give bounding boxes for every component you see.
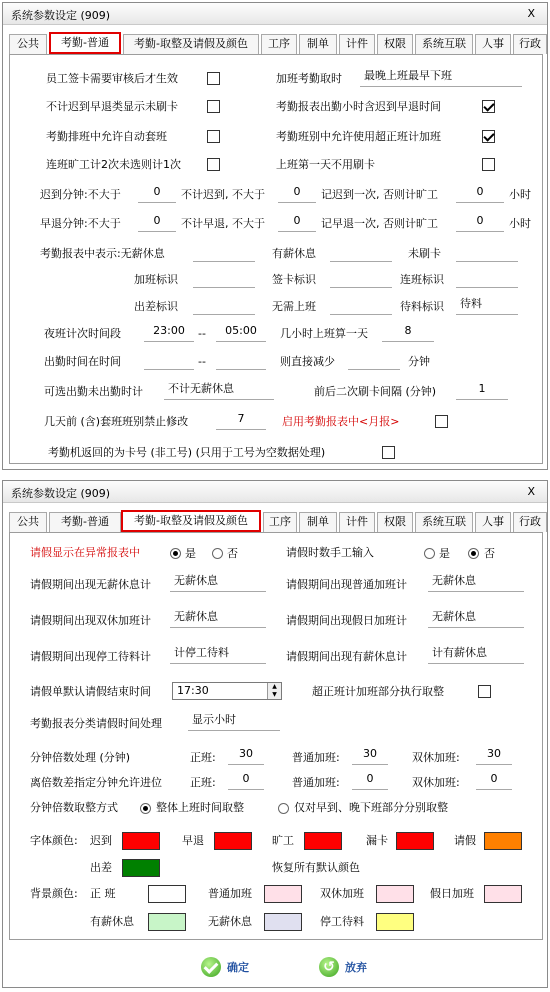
- optional-label: 可选出勤未出勤时计: [44, 385, 143, 398]
- leave-exception-no-radio[interactable]: [212, 548, 223, 559]
- tab-admin[interactable]: 行政: [513, 512, 547, 532]
- tab-attendance-rounding[interactable]: 考勤-取整及请假及颜色: [123, 34, 259, 54]
- tab-interconnect[interactable]: 系统互联: [415, 34, 473, 54]
- tab-public[interactable]: 公共: [9, 34, 47, 54]
- sign-mark-label: 签卡标识: [272, 273, 316, 286]
- card-no-checkbox[interactable]: [382, 446, 395, 459]
- manual-leave-yes-radio[interactable]: [424, 548, 435, 559]
- tab-permission[interactable]: 权限: [377, 512, 413, 532]
- tab-permission[interactable]: 权限: [377, 34, 413, 54]
- tab-attendance-general[interactable]: 考勤-普通: [49, 32, 121, 54]
- carry-normal-label: 正班:: [190, 776, 216, 789]
- monthly-report-label: 启用考勤报表中<月报>: [282, 415, 400, 428]
- ot-mark-input[interactable]: [193, 268, 255, 288]
- attend-time-label: 出勤时间在时间: [44, 355, 121, 368]
- tab-piecework[interactable]: 计件: [339, 34, 375, 54]
- leave-color-swatch[interactable]: [484, 832, 522, 850]
- late-mid-label: 不计迟到, 不大于: [181, 188, 265, 201]
- early-count-label: 记早退一次, 否则计旷工: [321, 217, 438, 230]
- tab-order[interactable]: 制单: [299, 34, 337, 54]
- holiday-bg-label: 假日加班: [430, 887, 474, 900]
- absent-color-label: 旷工: [272, 834, 294, 847]
- super-shift-checkbox[interactable]: [482, 130, 495, 143]
- late-label: 迟到分钟:不大于: [40, 188, 121, 201]
- miss-color-label: 漏卡: [366, 834, 388, 847]
- no-work-input[interactable]: [330, 295, 392, 315]
- ot-time-select[interactable]: 最晚上班最早下班: [360, 67, 522, 87]
- night-from-input[interactable]: 23:00: [144, 322, 194, 342]
- unpaid-rest-input[interactable]: [193, 242, 255, 262]
- report-leave-time-label: 考勤报表分类请假时间处理: [30, 717, 162, 730]
- double-absent-checkbox[interactable]: [207, 158, 220, 171]
- carry-normal-input[interactable]: 0: [228, 770, 264, 790]
- tab-attendance-general[interactable]: 考勤-普通: [49, 512, 121, 532]
- leave-paid-rest-label: 请假期间出现有薪休息计: [286, 650, 407, 663]
- leave-holiday-ot-select[interactable]: 无薪休息: [428, 608, 524, 628]
- ot-mark-label: 加班标识: [134, 273, 178, 286]
- stop-bg-label: 停工待料: [320, 915, 364, 928]
- manual-leave-no-radio[interactable]: [468, 548, 479, 559]
- mm-weekend-label: 双休加班:: [412, 751, 460, 764]
- leave-stop-work-select[interactable]: 计停工待料: [170, 644, 266, 664]
- carry-label: 离倍数差指定分钟允许进位: [30, 776, 162, 789]
- normal-bg-swatch[interactable]: [148, 885, 186, 903]
- trip-color-swatch[interactable]: [122, 859, 160, 877]
- mm-weekend-input[interactable]: 30: [476, 745, 512, 765]
- undo-icon: ↺: [319, 957, 339, 977]
- tab-attendance-rounding[interactable]: 考勤-取整及请假及颜色: [121, 510, 261, 532]
- round-partial-radio[interactable]: [278, 803, 289, 814]
- super-shift-label: 考勤班别中允许使用超正班计加班: [276, 130, 441, 143]
- leave-end-time-input[interactable]: [172, 682, 282, 700]
- attend-to-input[interactable]: [216, 350, 266, 370]
- mm-ot-input[interactable]: 30: [352, 745, 388, 765]
- leave-exception-no-label: 否: [227, 547, 238, 560]
- cont-mark-input[interactable]: [456, 268, 518, 288]
- interval-input[interactable]: 1: [456, 380, 508, 400]
- early-hours-input[interactable]: 0: [456, 212, 504, 232]
- super-shift-round-label: 超正班计加班部分执行取整: [312, 685, 444, 698]
- sign-approve-checkbox[interactable]: [207, 72, 220, 85]
- paid-bg-label: 有薪休息: [90, 915, 134, 928]
- paid-bg-swatch[interactable]: [148, 913, 186, 931]
- dialog-attendance-general: [2, 2, 548, 470]
- late-unit-label: 小时: [509, 188, 531, 201]
- no-swipe-input[interactable]: [456, 242, 518, 262]
- window-title: 系统参数设定 (909): [11, 487, 111, 500]
- leave-exception-yes-radio[interactable]: [170, 548, 181, 559]
- leave-end-time-value: 17:30: [177, 684, 209, 697]
- tab-interconnect[interactable]: 系统互联: [415, 512, 473, 532]
- normal-bg-label: 正 班: [90, 887, 116, 900]
- close-button[interactable]: X: [527, 7, 535, 20]
- monthly-report-checkbox[interactable]: [435, 415, 448, 428]
- leave-in-exception-label: 请假显示在异常报表中: [30, 546, 140, 559]
- tab-hr[interactable]: 人事: [475, 512, 511, 532]
- weekend-bg-swatch[interactable]: [376, 885, 414, 903]
- leave-normal-ot-label: 请假期间出现普通加班计: [286, 578, 407, 591]
- leave-unpaid-rest-select[interactable]: 无薪休息: [170, 572, 266, 592]
- super-shift-round-checkbox[interactable]: [478, 685, 491, 698]
- leave-exception-yes-label: 是: [185, 547, 196, 560]
- first-day-checkbox[interactable]: [482, 158, 495, 171]
- tab-process[interactable]: 工序: [261, 34, 297, 54]
- tab-process[interactable]: 工序: [263, 512, 297, 532]
- sign-approve-label: 员工签卡需要审核后才生效: [46, 72, 178, 85]
- trip-mark-label: 出差标识: [134, 300, 178, 313]
- early-mid-label: 不计早退, 不大于: [181, 217, 265, 230]
- stop-bg-swatch[interactable]: [376, 913, 414, 931]
- day-hours-input[interactable]: 8: [382, 322, 434, 342]
- mm-ot-label: 普通加班:: [292, 751, 340, 764]
- reset-colors-link[interactable]: 恢复所有默认颜色: [272, 861, 360, 874]
- spin-down-icon[interactable]: ▼: [267, 691, 281, 699]
- wait-mark-label: 待料标识: [400, 300, 444, 313]
- tab-hr[interactable]: 人事: [475, 34, 511, 54]
- ok-button[interactable]: [201, 955, 249, 979]
- early-color-swatch[interactable]: [214, 832, 252, 850]
- spin-up-icon[interactable]: ▲: [267, 683, 281, 691]
- lock-days-input[interactable]: 7: [216, 410, 266, 430]
- mm-normal-label: 正班:: [190, 751, 216, 764]
- tab-panel: [9, 532, 543, 940]
- no-swipe-label: 未刷卡: [408, 247, 441, 260]
- attend-dash: --: [198, 355, 206, 368]
- leave-color-label: 请假: [454, 834, 476, 847]
- tab-panel: [9, 54, 543, 464]
- late-count-label: 记迟到一次, 否则计旷工: [321, 188, 438, 201]
- ok-button-label: 确定: [227, 961, 249, 974]
- tab-public[interactable]: 公共: [9, 512, 47, 532]
- early-label: 早退分钟:不大于: [40, 217, 121, 230]
- early-unit-label: 小时: [509, 217, 531, 230]
- leave-stop-work-label: 请假期间出现停工待料计: [30, 650, 151, 663]
- ot-bg-label: 普通加班: [208, 887, 252, 900]
- no-late-checkbox[interactable]: [207, 100, 220, 113]
- early-min1-input[interactable]: 0: [138, 212, 176, 232]
- minute-multiple-label: 分钟倍数处理 (分钟): [30, 751, 131, 764]
- manual-leave-yes-label: 是: [439, 547, 450, 560]
- report-hours-checkbox[interactable]: [482, 100, 495, 113]
- carry-ot-label: 普通加班:: [292, 776, 340, 789]
- early-color-label: 早退: [182, 834, 204, 847]
- optional-select[interactable]: 不计无薪休息: [164, 380, 274, 400]
- title-bar: [3, 3, 547, 25]
- tab-piecework[interactable]: 计件: [339, 512, 375, 532]
- unpaid-bg-swatch[interactable]: [264, 913, 302, 931]
- ot-time-label: 加班考勤取时: [276, 72, 342, 85]
- leave-paid-rest-select[interactable]: 计有薪休息: [428, 644, 524, 664]
- night-to-input[interactable]: 05:00: [216, 322, 266, 342]
- sign-mark-input[interactable]: [330, 268, 392, 288]
- paid-rest-input[interactable]: [330, 242, 392, 262]
- leave-end-time-label: 请假单默认请假结束时间: [30, 685, 151, 698]
- window-title: 系统参数设定 (909): [11, 9, 111, 22]
- early-min2-input[interactable]: 0: [278, 212, 316, 232]
- cancel-button-label: 放弃: [345, 961, 367, 974]
- night-label: 夜班计次时间段: [44, 327, 121, 340]
- trip-color-label: 出差: [90, 861, 112, 874]
- leave-normal-ot-select[interactable]: 无薪休息: [428, 572, 524, 592]
- reduce-label: 则直接减少: [280, 355, 335, 368]
- reduce-input[interactable]: [348, 350, 400, 370]
- leave-weekend-ot-label: 请假期间出现双休加班计: [30, 614, 151, 627]
- auto-shift-checkbox[interactable]: [207, 130, 220, 143]
- late-min2-input[interactable]: 0: [278, 183, 316, 203]
- font-color-label: 字体颜色:: [30, 834, 78, 847]
- round-whole-radio[interactable]: [140, 803, 151, 814]
- cancel-button[interactable]: [319, 955, 367, 979]
- rounding-mode-label: 分钟倍数取整方式: [30, 801, 118, 814]
- round-whole-label: 整体上班时间取整: [156, 801, 244, 814]
- late-color-label: 迟到: [90, 834, 112, 847]
- first-day-label: 上班第一天不用刷卡: [276, 158, 375, 171]
- tab-admin[interactable]: 行政: [513, 34, 547, 54]
- lock-days-label: 几天前 (含)套班班别禁止修改: [44, 415, 189, 428]
- manual-leave-no-label: 否: [484, 547, 495, 560]
- holiday-bg-swatch[interactable]: [484, 885, 522, 903]
- ot-bg-swatch[interactable]: [264, 885, 302, 903]
- cont-mark-label: 连班标识: [400, 273, 444, 286]
- leave-weekend-ot-select[interactable]: 无薪休息: [170, 608, 266, 628]
- unpaid-bg-label: 无薪休息: [208, 915, 252, 928]
- day-hours-label: 几小时上班算一天: [280, 327, 368, 340]
- carry-weekend-label: 双休加班:: [412, 776, 460, 789]
- leave-holiday-ot-label: 请假期间出现假日加班计: [286, 614, 407, 627]
- report-hours-label: 考勤报表出勤小时含迟到早退时间: [276, 100, 441, 113]
- round-partial-label: 仅对早到、晚下班部分分别取整: [294, 801, 448, 814]
- absent-color-swatch[interactable]: [304, 832, 342, 850]
- night-dash: --: [198, 327, 206, 340]
- paid-rest-label: 有薪休息: [272, 247, 316, 260]
- weekend-bg-label: 双休加班: [320, 887, 364, 900]
- auto-shift-label: 考勤排班中允许自动套班: [46, 130, 167, 143]
- miss-color-swatch[interactable]: [396, 832, 434, 850]
- carry-weekend-input[interactable]: 0: [476, 770, 512, 790]
- attend-from-input[interactable]: [144, 350, 194, 370]
- late-hours-input[interactable]: 0: [456, 183, 504, 203]
- no-work-label: 无需上班: [272, 300, 316, 313]
- interval-label: 前后二次刷卡间隔 (分钟): [314, 385, 437, 398]
- tab-order[interactable]: 制单: [299, 512, 337, 532]
- reduce-unit-label: 分钟: [408, 355, 430, 368]
- bg-color-label: 背景颜色:: [30, 887, 78, 900]
- carry-ot-input[interactable]: 0: [352, 770, 388, 790]
- check-icon: [201, 957, 221, 977]
- dialog-attendance-rounding: [2, 480, 548, 988]
- trip-mark-input[interactable]: [193, 295, 255, 315]
- title-bar: [3, 481, 547, 503]
- mm-normal-input[interactable]: 30: [228, 745, 264, 765]
- double-absent-label: 连班旷工计2次未选则计1次: [46, 158, 181, 171]
- wait-mark-input[interactable]: 待料: [456, 295, 518, 315]
- no-late-label: 不计迟到早退类显示未刷卡: [46, 100, 178, 113]
- report-leave-time-select[interactable]: 显示小时: [188, 711, 280, 731]
- late-color-swatch[interactable]: [122, 832, 160, 850]
- card-no-label: 考勤机返回的为卡号 (非工号) (只用于工号为空数据处理): [48, 446, 326, 459]
- close-button[interactable]: X: [527, 485, 535, 498]
- late-min1-input[interactable]: 0: [138, 183, 176, 203]
- leave-unpaid-rest-label: 请假期间出现无薪休息计: [30, 578, 151, 591]
- unpaid-rest-label: 考勤报表中表示:无薪休息: [40, 247, 165, 260]
- manual-leave-label: 请假时数手工输入: [286, 546, 374, 559]
